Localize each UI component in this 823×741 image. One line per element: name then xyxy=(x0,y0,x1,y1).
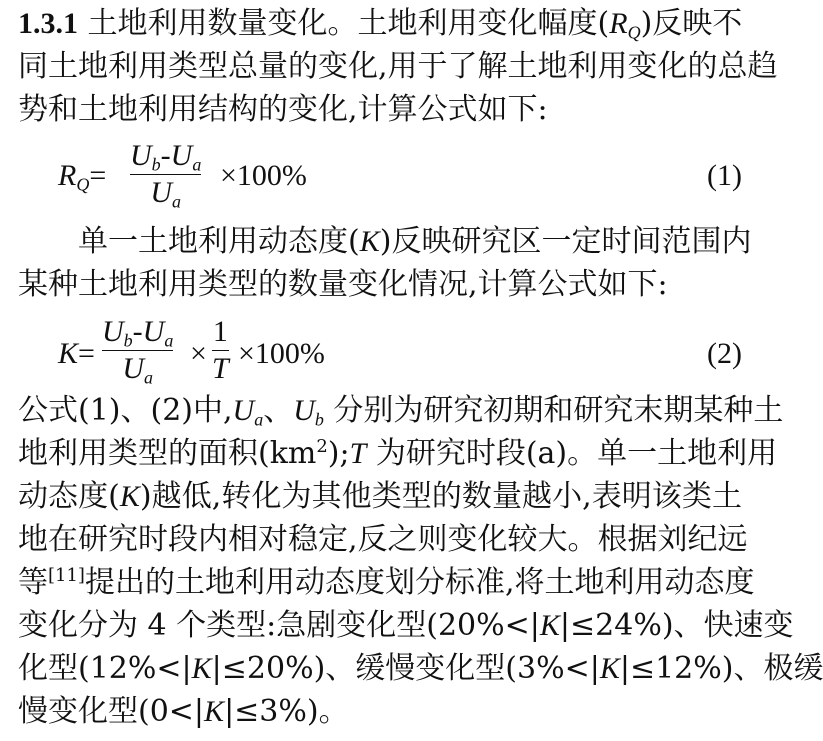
para3-line-7: 化型(12%<|K|≤20%)、缓慢变化型(3%<|K|≤12%)、极缓 xyxy=(18,651,823,686)
section-title-text: 土地利用数量变化。土地利用变化幅度( xyxy=(87,6,610,41)
eq2-lhs: K= xyxy=(58,337,95,370)
eq2-number: (2) xyxy=(707,337,742,370)
equation-1 xyxy=(18,138,742,228)
para3-line-5: 等[11]提出的土地利用动态度划分标准,将土地利用动态度 xyxy=(18,565,755,600)
eq1-lhs: $R_Q=$ xyxy=(58,159,107,195)
para3-line-6: 变化分为 4 个类型:急剧变化型(20%<|K|≤24%)、快速变 xyxy=(18,608,794,643)
eq1-fraction xyxy=(130,138,201,211)
var-K: K xyxy=(359,225,380,258)
para2-line-1: 单一土地利用动态度(K)反映研究区一定时间范围内 xyxy=(78,224,752,259)
eq1-denominator: $U_a$ xyxy=(150,176,181,212)
para3-line-1: 公式(1)、(2)中$,U_a$、$U_b$ 分别为研究初期和研究末期某种土 xyxy=(18,393,784,430)
section-line-1-end: )反映不 xyxy=(640,6,743,41)
eq2-denominator: $U_a$ xyxy=(122,352,153,388)
eq2-times: × xyxy=(190,337,207,370)
section-line-3: 势和土地利用结构的变化,计算公式如下: xyxy=(18,92,548,127)
citation-ref: [11] xyxy=(48,565,85,587)
para3-line-3: 动态度(K)越低,转化为其他类型的数量越小,表明该类土 xyxy=(18,479,742,514)
eq2-fraction-1 xyxy=(102,314,173,387)
para2-line-2: 某种土地利用类型的数量变化情况,计算公式如下: xyxy=(18,267,668,302)
para3-line-2: 地利用类型的面积$(km^2);T$ 为研究时段(a)。单一土地利用 xyxy=(18,436,778,471)
eq1-numerator: $U_b-U_a$ xyxy=(130,139,202,175)
section-line-1 xyxy=(18,4,742,44)
eq1-tail: ×100% xyxy=(220,159,307,192)
eq2-numerator: $U_b-U_a$ xyxy=(102,315,174,351)
para3-line-4: 地在研究时段内相对稳定,反之则变化较大。根据刘纪远 xyxy=(18,522,748,557)
para3-line-8: 慢变化型(0<|K|≤3%)。 xyxy=(18,694,349,729)
eq2-tail: ×100% xyxy=(238,337,325,370)
var-R: R xyxy=(609,7,628,40)
eq2-fraction-2 xyxy=(212,314,229,387)
eq2-frac2-num: 1 xyxy=(212,315,228,348)
eq2-frac2-den: T xyxy=(212,352,229,385)
eq1-number: (1) xyxy=(707,159,742,192)
section-line-2: 同土地利用类型总量的变化,用于了解土地利用变化的总趋 xyxy=(18,49,778,84)
section-number: 1.3.1 xyxy=(18,7,78,40)
var-R-sub: Q xyxy=(627,22,641,43)
equation-2 xyxy=(18,312,742,402)
